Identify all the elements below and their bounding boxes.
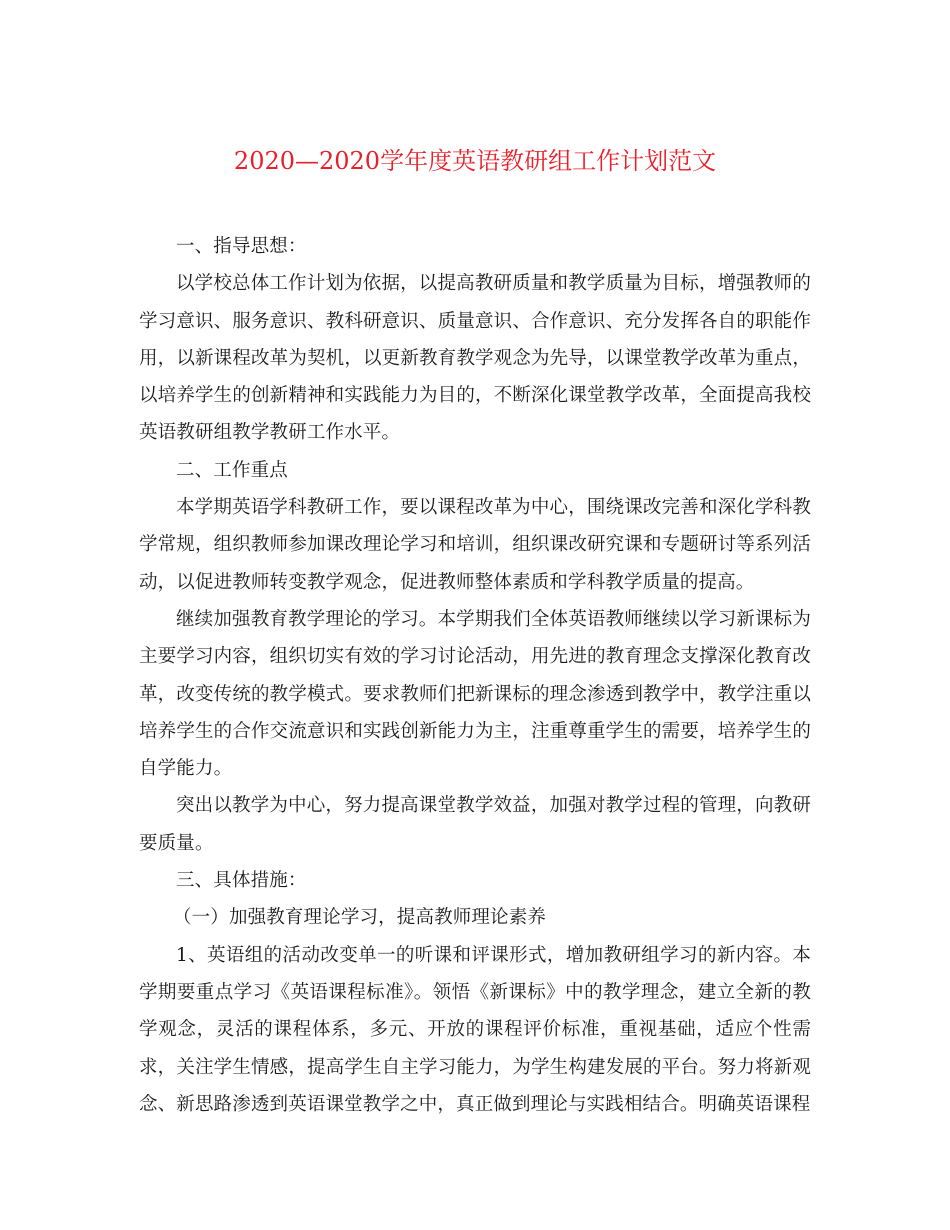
section-heading-work-focus: 二、工作重点 (176, 459, 288, 481)
paragraph-theory-study: 继续加强教育教学理论的学习。本学期我们全体英语教师继续以学习新课标为主要学习内容，组织切实有效的学习讨论活动，用先进的教育理念支撑深化教育改革，改变传统的教学模式。要求教师们把新课标的理念渗透到教学中，教学注重以培养学生的合作交流意识和实践创新能力为主，注重尊重学生的需要，培养学生的自学能力。 (139, 608, 811, 780)
document-title: 2020—2020学年度英语教研组工作计划范文 (233, 147, 717, 175)
section-heading-guiding-ideology: 一、指导思想： (176, 236, 307, 257)
paragraph-work-focus: 本学期英语学科教研工作，要以课程改革为中心，围绕课改完善和深化学科教学常规，组织教师参加课改理论学习和培训，组织课改研究课和专题研讨等系列活动，以促进教师转变教学观念，促进教师整体素质和学科教学质量的提高。 (139, 497, 811, 593)
document-body (139, 228, 811, 1123)
section-heading-measures: 三、具体措施： (176, 870, 307, 892)
paragraph-measure-1: 1、英语组的活动改变单一的听课和评课形式，增加教研组学习的新内容。本学期要重点学习《英语课程标准》。领悟《新课标》中的教学理念，建立全新的教学观念，灵活的课程体系，多元、开放的课程评价标准，重视基础，适应个性需求，关注学生情感，提高学生自主学习能力，为学生构建发展的平台。努力将新观念、新思路渗透到英语课堂教学之中，真正做到理论与实践相结合。明确英语课程 (139, 944, 811, 1115)
paragraph-guiding-ideology: 以学校总体工作计划为依据，以提高教研质量和教学质量为目标，增强教师的学习意识、服务意识、教科研意识、质量意识、合作意识、充分发挥各自的职能作用，以新课程改革为契机，以更新教育教学观念为先导，以课堂教学改革为重点，以培养学生的创新精神和实践能力为目的，不断深化课堂教学改革，全面提高我校英语教研组教学教研工作水平。 (139, 273, 811, 444)
subsection-heading-theory: （一）加强教育理论学习，提高教师理论素养 (173, 907, 547, 929)
paragraph-teaching-center: 突出以教学为中心，努力提高课堂教学效益，加强对教学过程的管理，向教研要质量。 (139, 795, 811, 854)
